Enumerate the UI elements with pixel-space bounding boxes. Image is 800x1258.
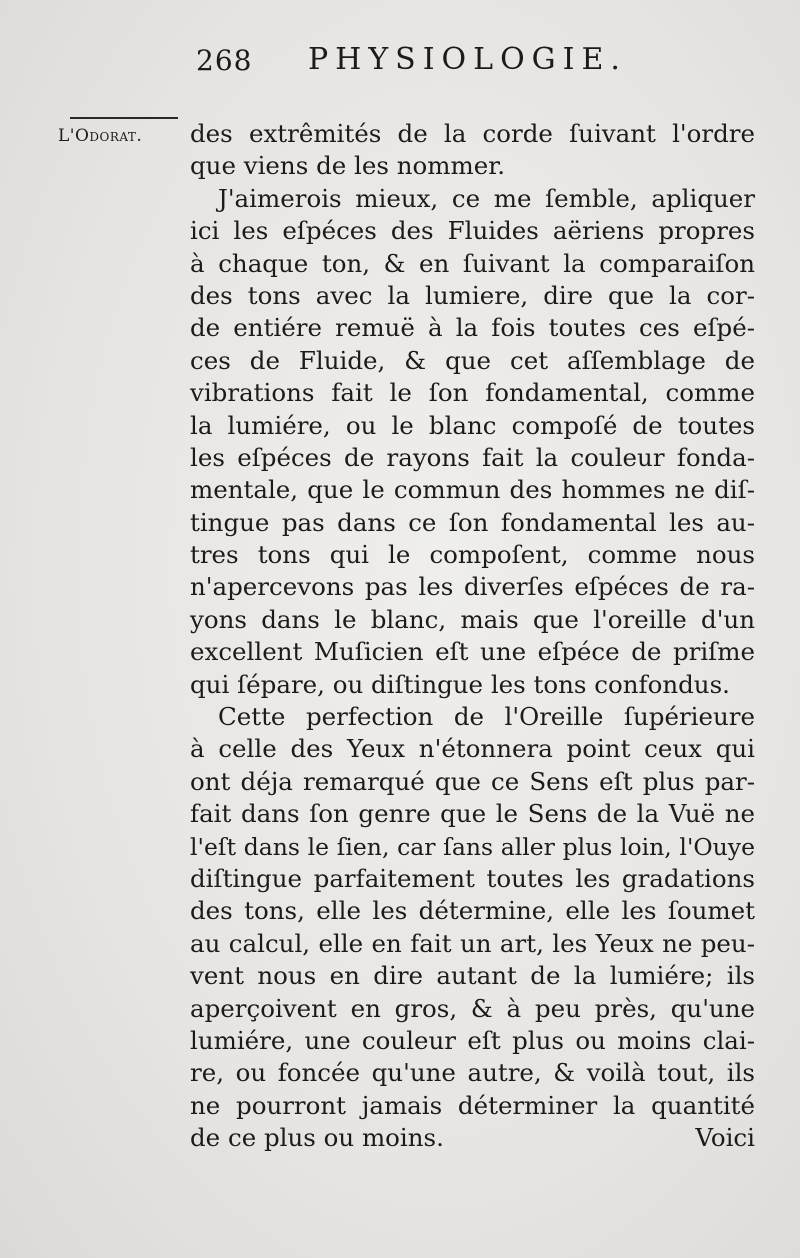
text-line: à chaque ton, & en ſuivant la comparaiſon [190,248,755,278]
text-line: la lumiére, ou le blanc compoſé de toutes [190,410,755,440]
text-line: des tons, elle les détermine, elle les ſoumet [190,896,755,926]
text-line: aperçoivent en gros, & à peu près, qu'une [190,993,755,1023]
text-line: ici les eſpéces des Fluides aëriens propres [190,216,755,246]
text-line: ne pourront jamais déterminer la quantité [190,1090,755,1120]
text-line: lumiére, une couleur eſt plus ou moins clai- [190,1025,755,1055]
page-number: 268 [196,44,253,77]
text-line: tres tons qui le compoſent, comme nous [190,540,755,570]
text-line: ces de Fluide, & que cet aſſemblage de [190,345,755,375]
text-line: de ce plus ou moins. [190,1123,444,1153]
text-line: de entiére remuë à la fois toutes ces eſpé- [190,313,755,343]
catchword: Voici [695,1123,755,1153]
text-line: vibrations fait le ſon fondamental, comme [190,378,755,408]
text-line: des extrêmités de la corde ſuivant l'ordre [190,119,755,148]
text-line: les eſpéces de rayons fait la couleur fonda- [190,442,755,472]
body-text [190,118,755,1155]
text-line: vent nous en dire autant de la lumiére; ils [190,961,755,991]
text-line: tingue pas dans ce ſon fondamental les au- [190,507,755,537]
text-line: des tons avec la lumiere, dire que la cor- [190,280,755,310]
text-line: que viens de les nommer. [190,151,506,181]
text-line: J'aimerois mieux, ce me ſemble, apliquer [218,183,755,213]
last-line [190,1122,755,1154]
text-line: ont déja remarqué que ce Sens eſt plus par- [190,766,755,796]
text-line: au calcul, elle en fait un art, les Yeux ne peu- [190,928,755,958]
text-line: n'apercevons pas les diverſes eſpéces de ra- [190,572,755,602]
text-line: Cette perfection de l'Oreille ſupérieure [218,702,755,732]
text-line: yons dans le blanc, mais que l'oreille d'un [190,604,755,634]
text-line: fait dans ſon genre que le Sens de la Vuë ne [190,799,755,829]
text-line: diſtingue parfaitement toutes les gradations [190,863,755,893]
text-line: qui ſépare, ou diſtingue les tons confondus. [190,669,730,699]
margin-rule [70,117,178,119]
running-head [190,38,750,88]
margin-note: L'Odorat. [58,126,143,146]
text-line: re, ou foncée qu'une autre, & voilà tout, ils [190,1058,755,1088]
text-line: excellent Muſicien eſt une eſpéce de priſme [190,637,755,667]
running-title: PHYSIOLOGIE. [308,42,627,77]
text-line: l'eſt dans le ſien, car ſans aller plus loin, l'Ouye [190,832,755,861]
text-line: à celle des Yeux n'étonnera point ceux qui [190,734,755,764]
text-line: mentale, que le commun des hommes ne diſ- [190,475,755,505]
